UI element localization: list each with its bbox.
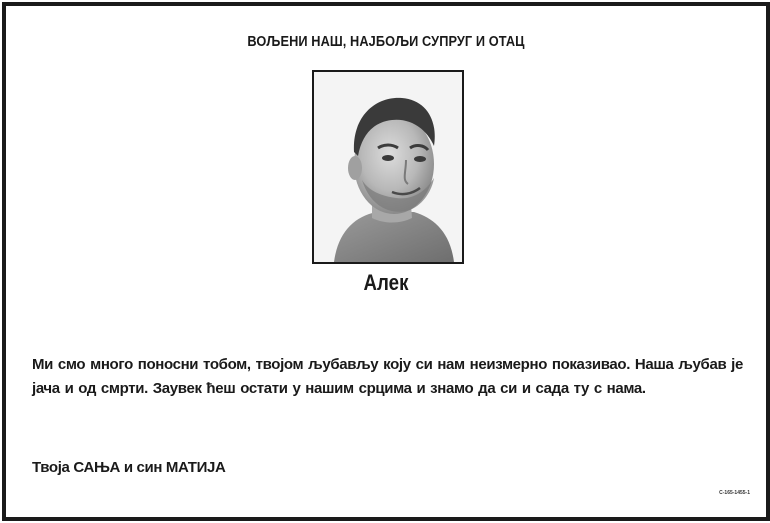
signature: Твоја САЊА и син МАТИЈА <box>32 459 226 476</box>
memorial-message: Ми смо много поносни тобом, твојом љубављу коју си нам неизмерно показивао. Наша љубав је јача и од смрти. Заувек ћеш остати у нашим срцима и знамо да си и сада ту с нама. <box>32 356 743 397</box>
notice-heading: ВОЉЕНИ НАШ, НАЈБОЉИ СУПРУГ И ОТАЦ <box>247 34 525 50</box>
notice-code: С-165-1455-1 <box>719 490 750 496</box>
portrait-photo <box>312 70 464 264</box>
deceased-name: Алек <box>363 270 409 295</box>
obituary-notice <box>2 2 770 521</box>
